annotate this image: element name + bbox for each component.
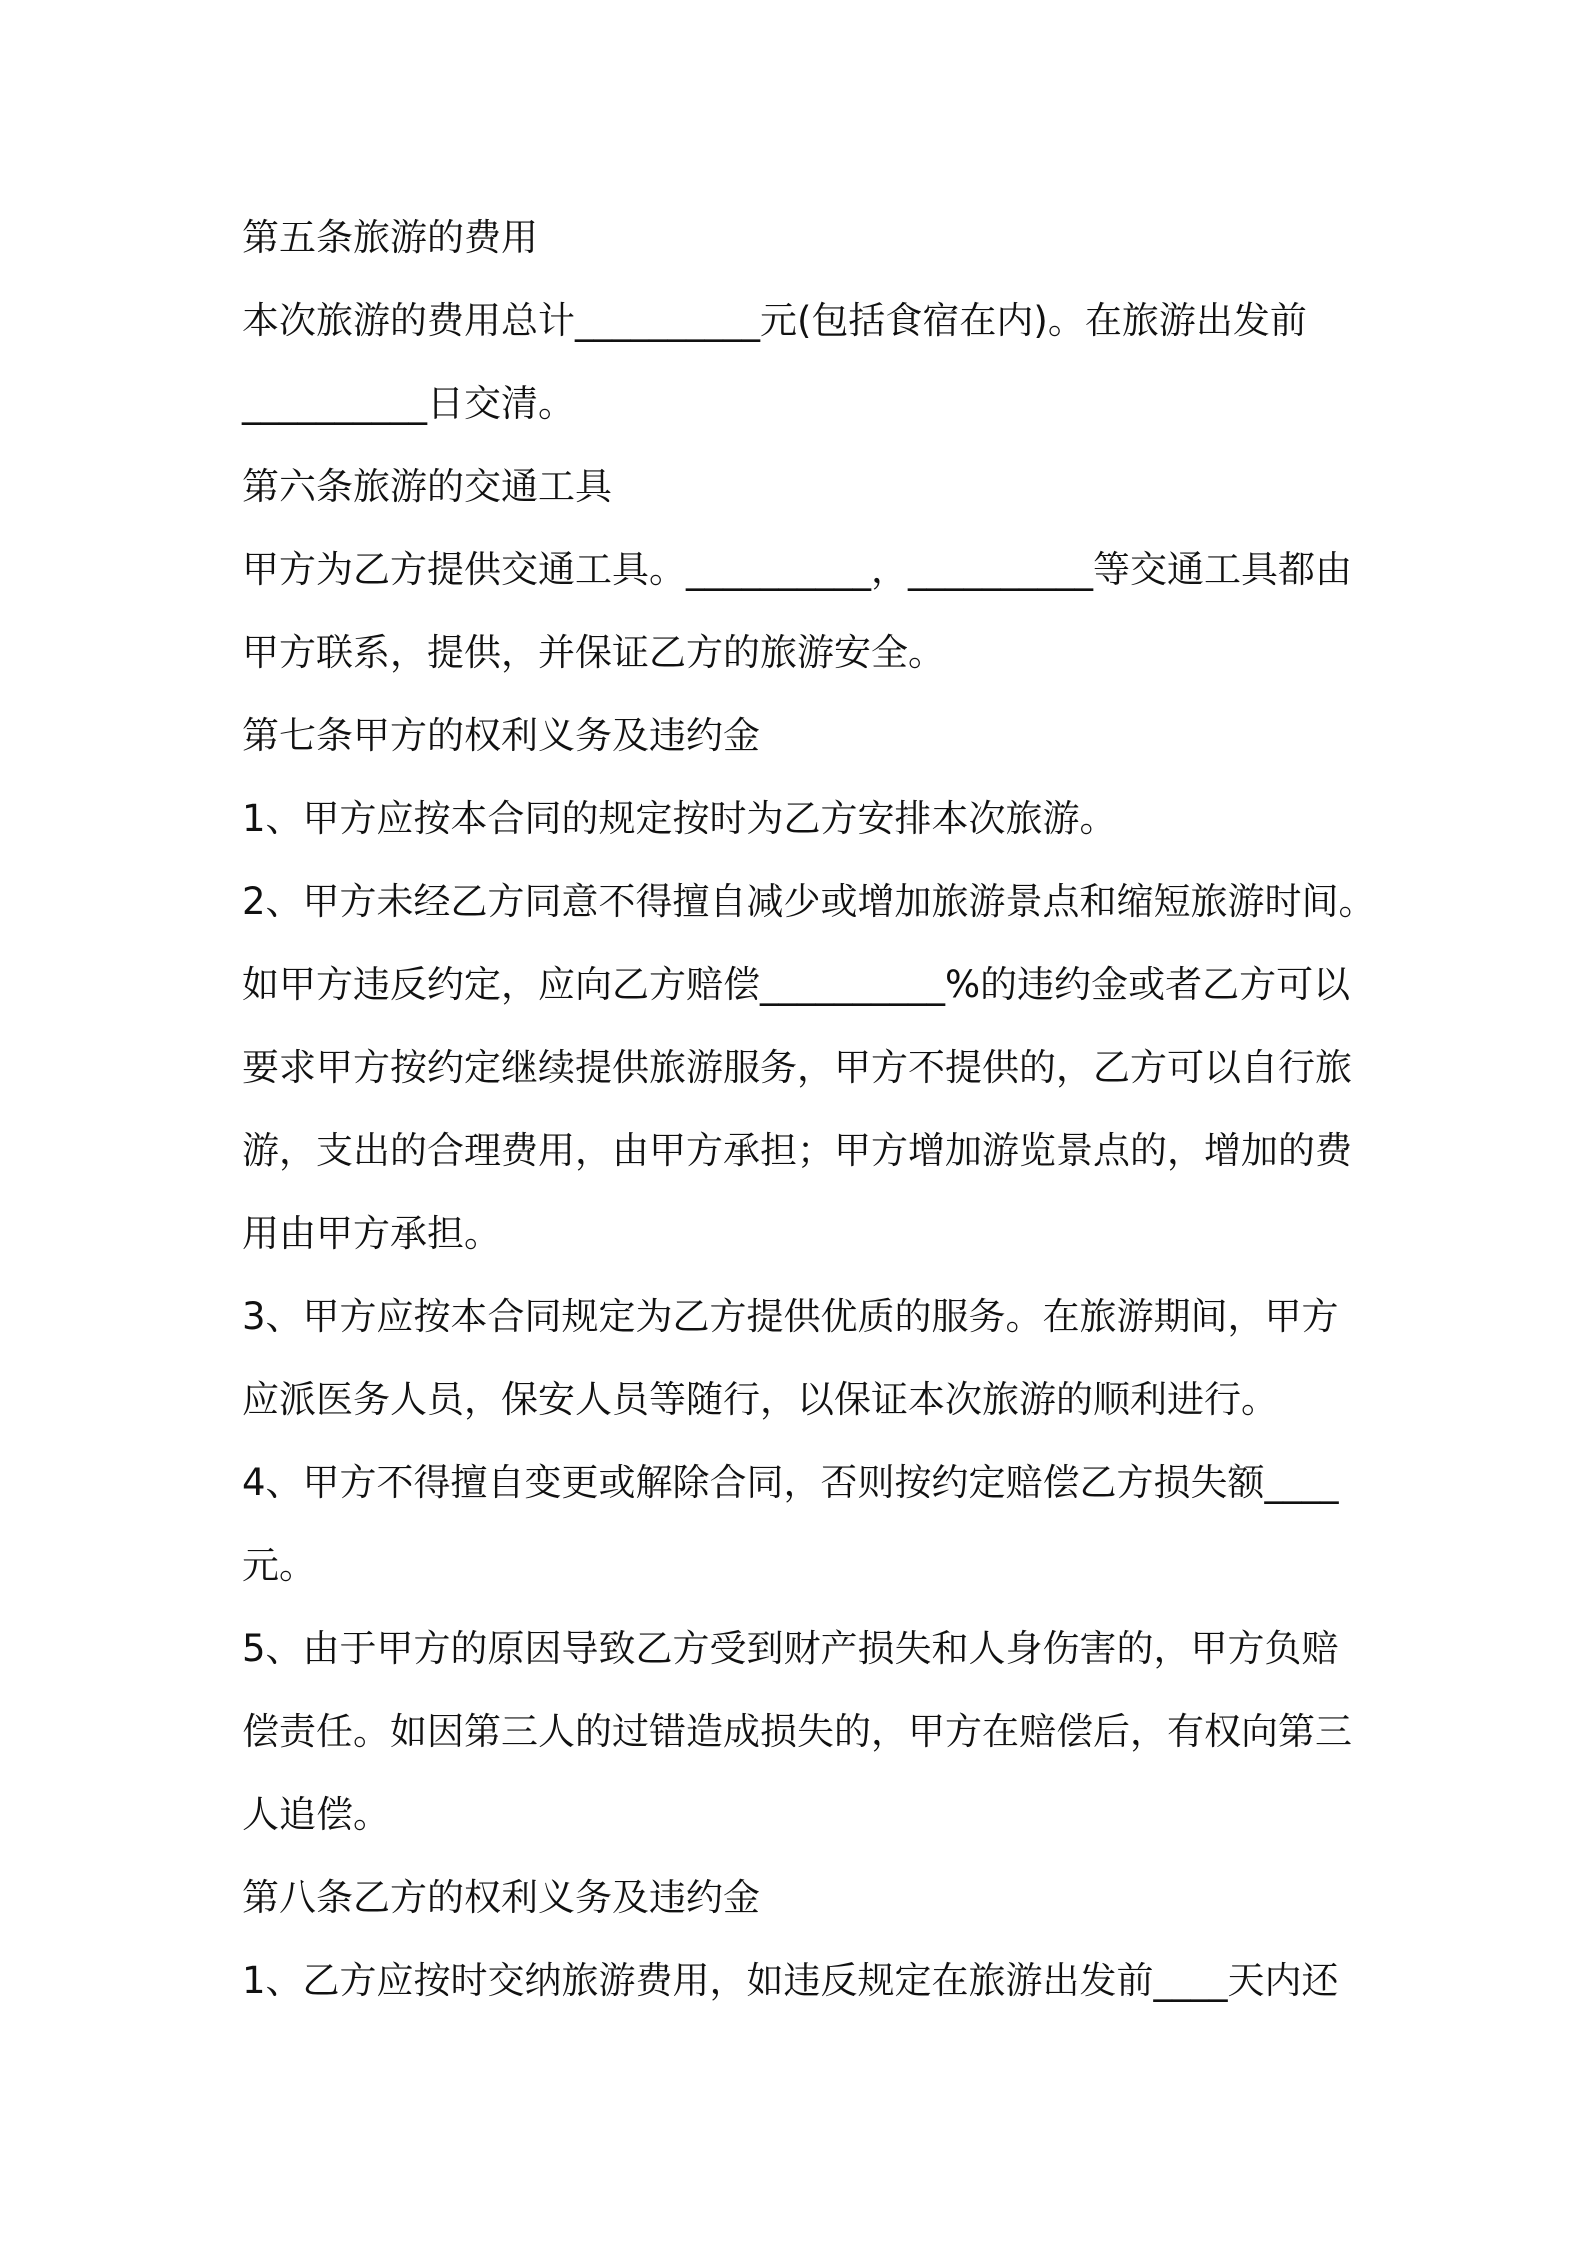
document-body — [242, 196, 1376, 2022]
clause-line: 1、乙方应按时交纳旅游费用，如违反规定在旅游出发前____天内还 — [242, 1959, 1339, 2002]
article-5-heading: 第五条旅游的费用 — [242, 216, 538, 259]
paragraph-line: __________日交清。 — [242, 382, 575, 425]
clause-line: 1、甲方应按本合同的规定按时为乙方安排本次旅游。 — [242, 797, 1117, 840]
paragraph-line: 本次旅游的费用总计__________元(包括食宿在内)。在旅游出发前 — [242, 299, 1307, 342]
paragraph-line: 游，支出的合理费用，由甲方承担；甲方增加游览景点的，增加的费 — [242, 1129, 1352, 1172]
paragraph-line: 偿责任。如因第三人的过错造成损失的，甲方在赔偿后，有权向第三 — [242, 1710, 1352, 1753]
article-7-heading: 第七条甲方的权利义务及违约金 — [242, 714, 760, 757]
article-6-heading: 第六条旅游的交通工具 — [242, 465, 612, 508]
paragraph-line: 甲方联系，提供，并保证乙方的旅游安全。 — [242, 631, 945, 674]
clause-line: 5、由于甲方的原因导致乙方受到财产损失和人身伤害的，甲方负赔 — [242, 1627, 1339, 1670]
paragraph-line: 如甲方违反约定，应向乙方赔偿__________%的违约金或者乙方可以 — [242, 963, 1351, 1006]
clause-line: 3、甲方应按本合同规定为乙方提供优质的服务。在旅游期间，甲方 — [242, 1295, 1339, 1338]
article-8-heading: 第八条乙方的权利义务及违约金 — [242, 1876, 760, 1919]
paragraph-line: 要求甲方按约定继续提供旅游服务，甲方不提供的，乙方可以自行旅 — [242, 1046, 1352, 1089]
paragraph-line: 应派医务人员，保安人员等随行，以保证本次旅游的顺利进行。 — [242, 1378, 1278, 1421]
paragraph-line: 用由甲方承担。 — [242, 1212, 501, 1255]
paragraph-line: 人追偿。 — [242, 1793, 390, 1836]
clause-line: 2、甲方未经乙方同意不得擅自减少或增加旅游景点和缩短旅游时间。 — [242, 880, 1376, 923]
paragraph-line: 元。 — [242, 1544, 316, 1587]
clause-line: 4、甲方不得擅自变更或解除合同，否则按约定赔偿乙方损失额____ — [242, 1461, 1339, 1504]
paragraph-line: 甲方为乙方提供交通工具。__________，__________等交通工具都由 — [242, 548, 1352, 591]
